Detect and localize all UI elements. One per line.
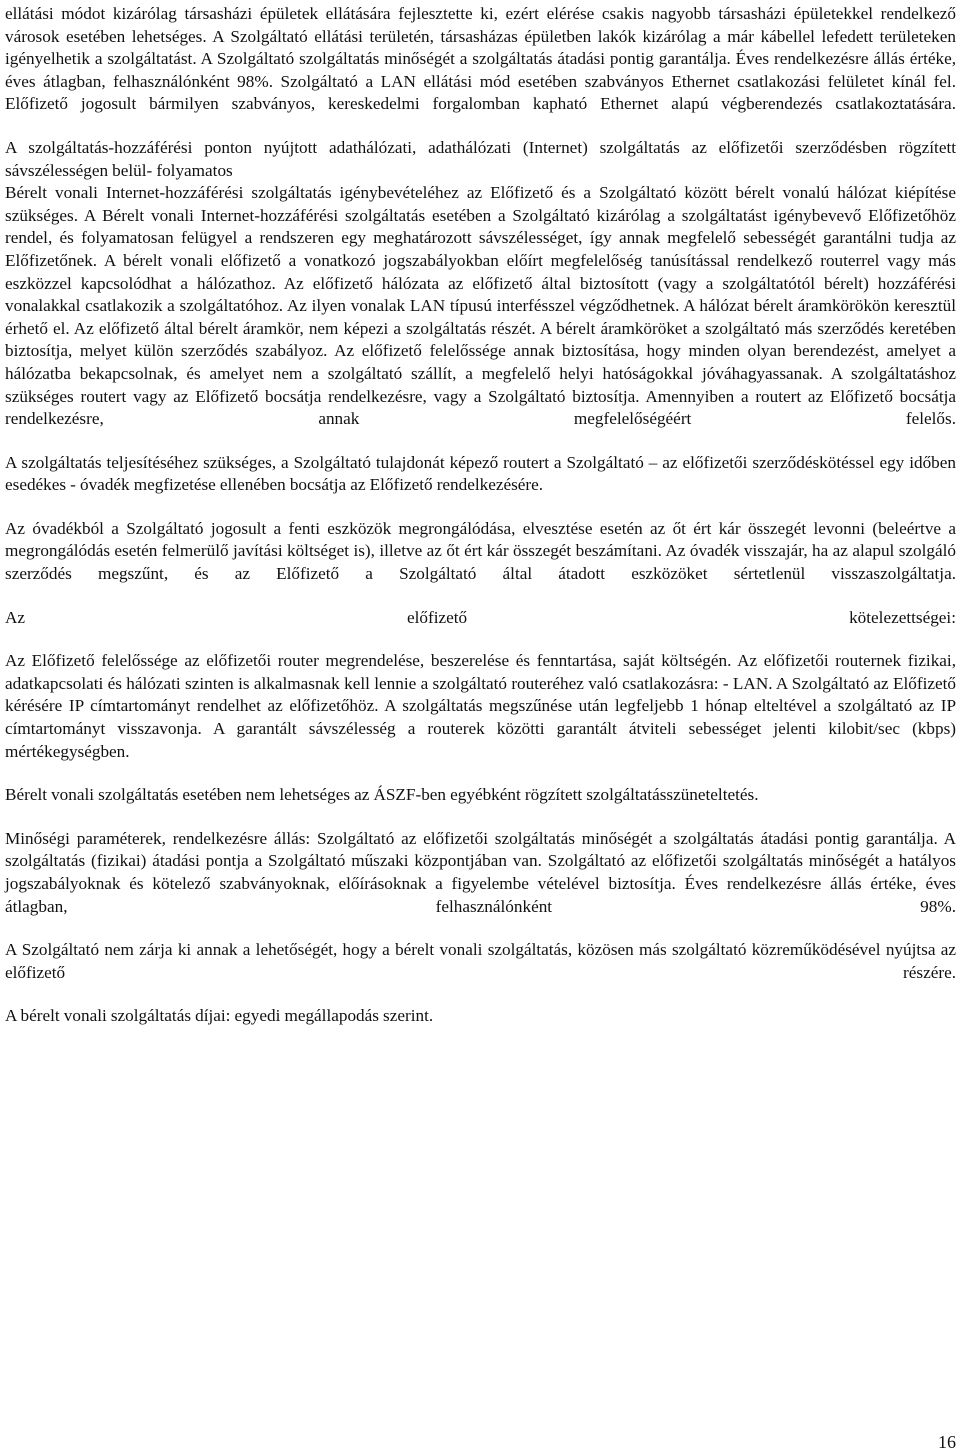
paragraph-gap: [5, 918, 956, 939]
paragraph-other-provider: A Szolgáltató nem zárja ki annak a lehetőségét, hogy a bérelt vonali szolgáltatás, közösen más szolgáltató közreműködésével nyújtsa az előfizető részére.: [5, 940, 956, 982]
paragraph-fees: A bérelt vonali szolgáltatás díjai: egyedi megállapodás szerint.: [5, 1006, 434, 1026]
paragraph-gap: [5, 984, 956, 1005]
paragraph-router-deposit: A szolgáltatás teljesítéséhez szükséges, a Szolgáltató tulajdonát képező routert a Szolgáltató – az előfizetői szerződéskötéssel egy időben esedékes - óvadék megfizetése ellenében bocsátja az Előfizető rendelkezésére.: [5, 452, 956, 495]
page-number: 16: [938, 1432, 956, 1452]
paragraph-deposit-usage: Az óvadékból a Szolgáltató jogosult a fenti eszközök megrongálódása, elvesztése esetén az őt ért kár összegét levonni (beleértve a megrongálódás esetén felmerülő javítási költséget is), illetve az őt ért kár összegét beszámítani. Az óvadék visszajár, ha az alapul szolgáló szerződés megszűnt, és az Előfizető a Szolgáltató által átadott eszközöket sértetlenül visszaszolgáltatja.: [5, 518, 956, 584]
paragraph-gap: [5, 431, 956, 452]
section-heading-subscriber-obligations: Az előfizető kötelezettségei:: [5, 607, 956, 627]
document-page: [5, 0, 956, 1028]
paragraph-subscriber-responsibility: Az Előfizető felelőssége az előfizetői router megrendelése, beszerelése és fenntartása, saját költségén. Az előfizetői routernek fizikai, adatkapcsolati és hálózati szinten is alkalmasnak kell lennie a szolgáltató routeréhez való csatlakozásra: - LAN. A Szolgáltató az Előfizető kérésére IP címtartományt rendelhet az előfizetőhöz. A szolgáltatás megszűnése után legfeljebb 1 hónap elteltével a szolgáltató az IP címtartományt visszavonja. A garantált sávszélesség a routerek közötti garantált átviteli sebességet jelenti kilobit/sec (kbps) mértékegységben.: [5, 651, 956, 761]
paragraph-access-point: A szolgáltatás-hozzáférési ponton nyújtott adathálózati, adathálózati (Internet) szolgáltatás az előfizetői szerződésben rögzített sávszélességen belül- folyamatos: [5, 137, 956, 180]
paragraph-gap: [5, 807, 956, 828]
paragraph-quality-parameters: Minőségi paraméterek, rendelkezésre állás: Szolgáltató az előfizetői szolgáltatás minőségét a szolgáltatás átadási pontig garantálja. A szolgáltatás (fizikai) átadási pontja a Szolgáltató műszaki központjában van. Szolgáltató az előfizetői szolgáltatás minőségét a hatályos jogszabályoknak és kötelező szabványoknak, előírásoknak a figyelembe vételével biztosítja. Éves rendelkezésre állás értéke, éves átlagban, felhasználónként 98%.: [5, 828, 956, 916]
paragraph-leased-line: Bérelt vonali Internet-hozzáférési szolgáltatás igénybevételéhez az Előfizető és a Szolgáltató között bérelt vonalú hálózat kiépítése szükséges. A Bérelt vonali Internet-hozzáférési szolgáltatás esetében a Szolgáltató kizárólag a szolgáltatást igénybevevő Előfizetőhöz rendel, és folyamatosan felügyel a rendszeren egy meghatározott sávszélességet, így annak megfelelő sebességét garantálni tudja az Előfizetőnek. A bérelt vonali előfizető a vonatkozó jogszabályokban előírt megfelelőség tanúsítással rendelkező routerrel vagy más eszközzel kapcsolódhat a hálózathoz. Az előfizető hálózata az előfizető által biztosított (vagy a szolgáltatótól bérelt) hozzáférési vonalakkal csatlakozik a szolgáltatóhoz. Az ilyen vonalak LAN típusú interfésszel végződhetnek. A hálózat bérelt áramkörökön keresztül érhető el. Az előfizető által bérelt áramkör, nem képezi a szolgáltatás részét. A bérelt áramköröket a szolgáltató más szerződés keretében biztosítja, melyet külön szerződés szabályoz. Az előfizető felelőssége annak biztosítása, hogy minden olyan berendezést, amelyet a hálózatba bekapcsolnak, és amelyet nem a szolgáltató szállít, a megfelelő helyi hatóságokkal jóváhagyassanak. A szolgáltatáshoz szükséges routert vagy az Előfizető bocsátja rendelkezésre, vagy a Szolgáltató biztosítja. Amennyiben a routert az Előfizető bocsátja rendelkezésre, annak megfelelőségéért felelős.: [5, 183, 956, 429]
paragraph-no-suspension: Bérelt vonali szolgáltatás esetében nem lehetséges az ÁSZF-ben egyébként rögzített szolgáltatásszüneteltetés.: [5, 785, 759, 805]
paragraph-lan-service: ellátási módot kizárólag társasházi épületek ellátására fejlesztette ki, ezért elérése csakis nagyobb társasházi épületekkel rendelkező városok esetében lehetséges. A Szolgáltató ellátási területén, társasházas épületben lakók kizárólag a már kábellel lefedett területeken igényelhetik a szolgáltatást. A Szolgáltató szolgáltatás minőségét a szolgáltatás átadási pontig garantálja. Éves rendelkezésre állás értéke, éves átlagban, felhasználónként 98%. Szolgáltató a LAN ellátási mód esetében szabványos Ethernet csatlakozási felületet kínál fel. Előfizető jogosult bármilyen szabványos, kereskedelmi forgalomban kapható Ethernet alapú végberendezés csatlakoztatására.: [5, 4, 956, 114]
paragraph-gap: [5, 629, 956, 650]
paragraph-gap: [5, 116, 956, 137]
paragraph-gap: [5, 586, 956, 607]
paragraph-gap: [5, 763, 956, 784]
paragraph-gap: [5, 497, 956, 518]
